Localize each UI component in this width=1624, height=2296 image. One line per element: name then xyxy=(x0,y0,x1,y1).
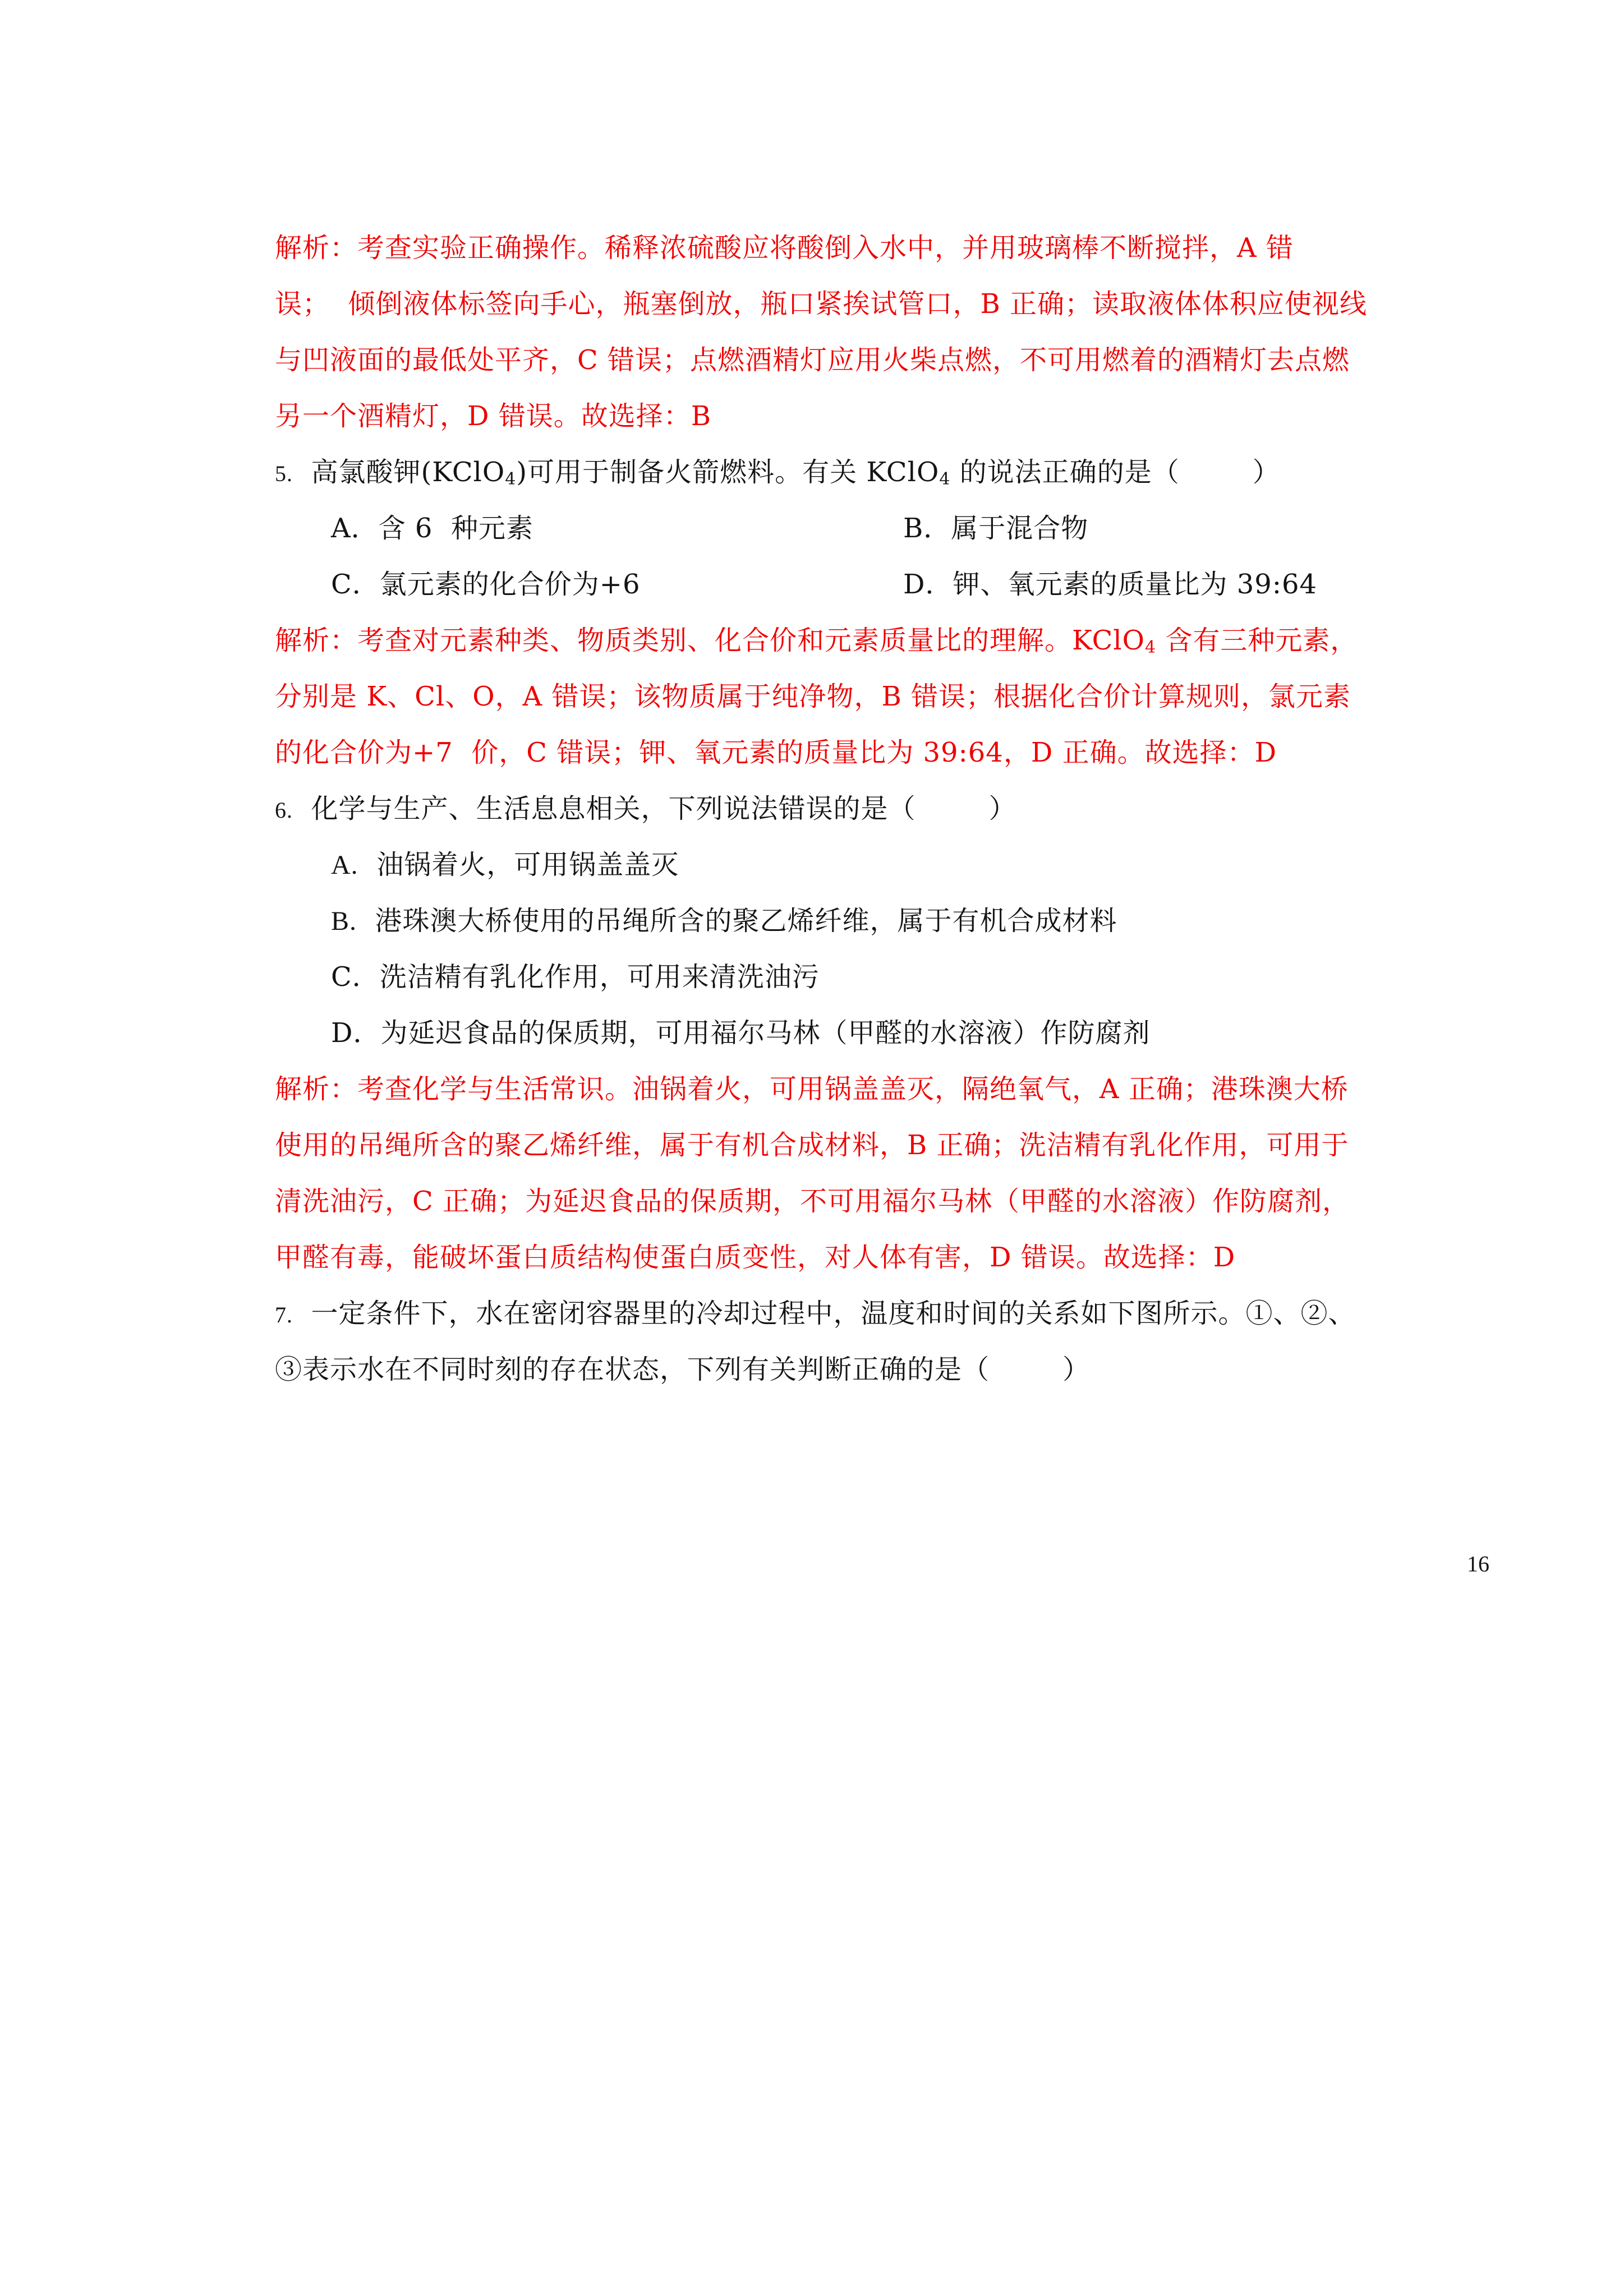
q4-analysis-line-3: 与凹液面的最低处平齐，C 错误；点燃酒精灯应用火柴点燃，不可用燃着的酒精灯去点燃 xyxy=(275,344,1350,376)
q6-option-a: A. 油锅着火，可用锅盖盖灭 xyxy=(331,849,679,880)
q5-option-a: A．含 6 种元素 xyxy=(331,513,533,544)
q6-analysis-line-2: 使用的吊绳所含的聚乙烯纤维，属于有机合成材料，B 正确；洗洁精有乳化作用，可用于 xyxy=(275,1129,1349,1161)
question-7-stem-line-1: 7. 一定条件下，水在密闭容器里的冷却过程中，温度和时间的关系如下图所示。①、②、 xyxy=(275,1298,1356,1329)
q5-analysis-line-3: 的化合价为+7 价，C 错误；钾、氧元素的质量比为 39:64，D 正确。故选择：D xyxy=(275,737,1277,768)
q4-analysis-line-2: 误； 倾倒液体标签向手心，瓶塞倒放，瓶口紧挨试管口，B 正确；读取液体体积应使视线 xyxy=(275,288,1368,320)
question-number: 7. xyxy=(275,1302,293,1327)
q5-analysis-line-1: 解析：考查对元素种类、物质类别、化合价和元素质量比的理解。KClO$_4$ 含有三种元素， xyxy=(275,625,1358,657)
question-number: 6. xyxy=(275,797,293,823)
q4-analysis-line-4: 另一个酒精灯，D 错误。故选择：B xyxy=(275,400,712,432)
q5-analysis-line-2: 分别是 K、Cl、O，A 错误；该物质属于纯净物，B 错误；根据化合价计算规则，氯元素 xyxy=(275,681,1351,712)
q6-analysis-line-3: 清洗油污，C 正确；为延迟食品的保质期，不可用福尔马林（甲醛的水溶液）作防腐剂， xyxy=(275,1186,1350,1217)
q4-analysis-line-1: 解析：考查实验正确操作。稀释浓硫酸应将酸倒入水中，并用玻璃棒不断搅拌，A 错 xyxy=(275,232,1294,264)
question-5-stem: 5. 高氯酸钾(KClO$_4$)可用于制备火箭燃料。有关 KClO$_4$ 的说法正确的是（ ） xyxy=(275,457,1280,489)
question-7-stem-line-2: ③表示水在不同时刻的存在状态，下列有关判断正确的是（ ） xyxy=(275,1354,1091,1385)
q6-option-d: D．为延迟食品的保质期，可用福尔马林（甲醛的水溶液）作防腐剂 xyxy=(331,1017,1151,1049)
question-number: 5. xyxy=(275,461,293,486)
q5-option-d: D．钾、氧元素的质量比为 39:64 xyxy=(903,569,1318,600)
q6-option-c: C．洗洁精有乳化作用，可用来清洗油污 xyxy=(331,961,820,993)
q6-option-b: B. 港珠澳大桥使用的吊绳所含的聚乙烯纤维，属于有机合成材料 xyxy=(331,905,1117,937)
q5-option-b: B．属于混合物 xyxy=(903,513,1089,544)
question-6-stem: 6. 化学与生产、生活息息相关，下列说法错误的是（ ） xyxy=(275,793,1016,824)
page-number: 16 xyxy=(1467,1551,1489,1576)
q5-option-c: C．氯元素的化合价为+6 xyxy=(331,569,641,600)
q6-analysis-line-1: 解析：考查化学与生活常识。油锅着火，可用锅盖盖灭，隔绝氧气，A 正确；港珠澳大桥 xyxy=(275,1073,1349,1105)
q6-analysis-line-4: 甲醛有毒，能破坏蛋白质结构使蛋白质变性，对人体有害，D 错误。故选择：D xyxy=(275,1242,1236,1273)
